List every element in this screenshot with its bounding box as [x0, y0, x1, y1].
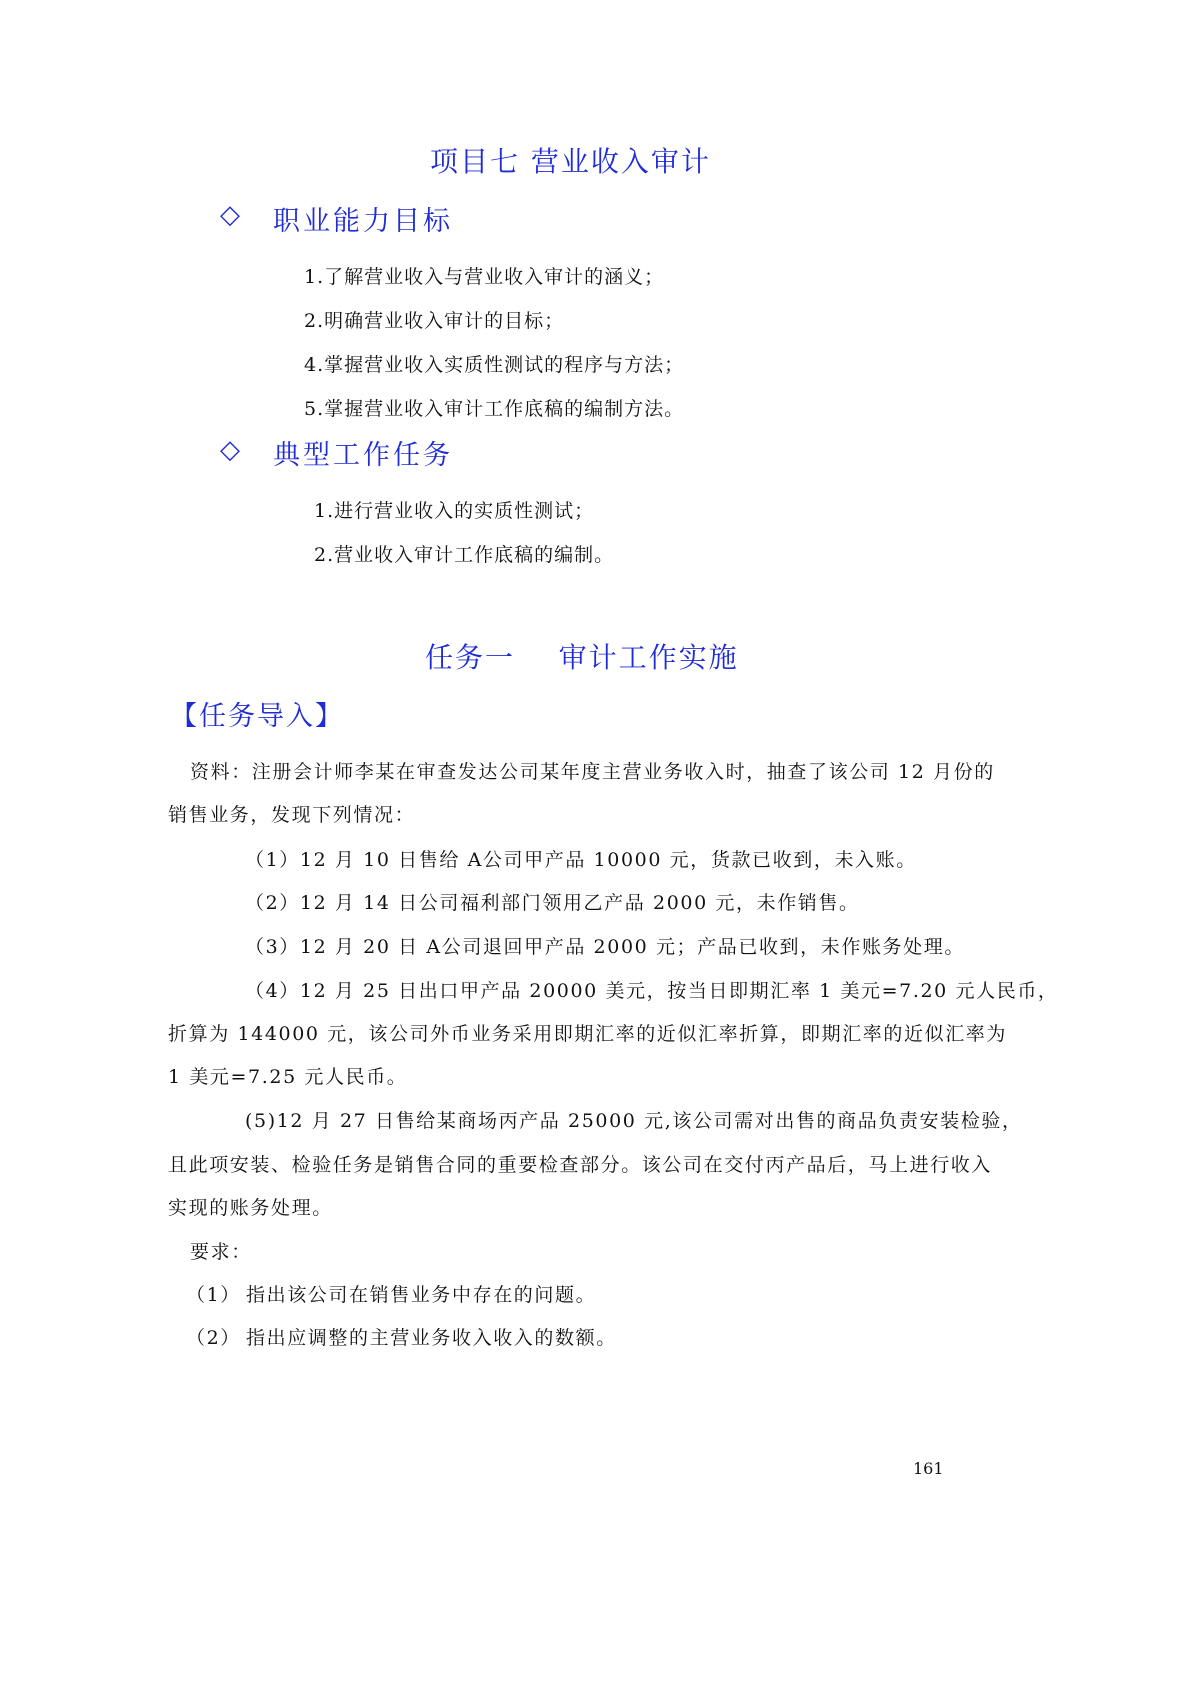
case-item-continuation: 1 美元=7.25 元人民币。 — [168, 1066, 408, 1088]
requirement-label: 要求： — [190, 1241, 252, 1263]
case-item: （3）12 月 20 日 A公司退回甲产品 2000 元；产品已收到，未作账务处理。 — [245, 936, 965, 958]
case-item-continuation: 折算为 144000 元，该公司外币业务采用即期汇率的近似汇率折算，即期汇率的近似汇率为 — [168, 1023, 1008, 1045]
case-item: （2）12 月 14 日公司福利部门领用乙产品 2000 元，未作销售。 — [245, 892, 860, 914]
task-item: 1.进行营业收入的实质性测试； — [314, 500, 595, 522]
requirement-text: 指出应调整的主营业务收入收入的数额。 — [246, 1327, 617, 1349]
task-import-label: 【任务导入】 — [170, 701, 344, 732]
requirement-number: （2） — [186, 1327, 241, 1349]
case-item-continuation: 且此项安装、检验任务是销售合同的重要检查部分。该公司在交付丙产品后，马上进行收入 — [168, 1154, 993, 1176]
requirement-text: 指出该公司在销售业务中存在的问题。 — [246, 1284, 597, 1306]
task-title: 任务一 审计工作实施 — [425, 641, 739, 674]
section-heading-ability-goals: 职业能力目标 — [273, 206, 453, 237]
chapter-title: 项目七 营业收入审计 — [430, 145, 711, 178]
requirement-number: （1） — [186, 1284, 241, 1306]
case-item: (5)12 月 27 日售给某商场丙产品 25000 元,该公司需对出售的商品负责安装检验， — [245, 1110, 1023, 1132]
task-item: 2.营业收入审计工作底稿的编制。 — [314, 544, 615, 566]
material-line: 销售业务，发现下列情况： — [168, 804, 416, 826]
goal-item: 5.掌握营业收入审计工作底稿的编制方法。 — [304, 398, 685, 420]
goal-item: 1.了解营业收入与营业收入审计的涵义； — [304, 266, 665, 288]
diamond-bullet-icon: ◇ — [220, 200, 240, 230]
case-item-continuation: 实现的账务处理。 — [168, 1197, 333, 1219]
diamond-bullet-icon: ◇ — [220, 435, 240, 465]
goal-item: 4.掌握营业收入实质性测试的程序与方法； — [304, 354, 685, 376]
goal-item: 2.明确营业收入审计的目标； — [304, 310, 565, 332]
page-number: 161 — [913, 1459, 944, 1478]
case-item: （4）12 月 25 日出口甲产品 20000 美元，按当日即期汇率 1 美元=7.20 元人民币， — [245, 980, 1059, 1002]
section-heading-typical-tasks: 典型工作任务 — [273, 440, 453, 471]
case-item: （1）12 月 10 日售给 A公司甲产品 10000 元，货款已收到，未入账。 — [245, 849, 917, 871]
material-line: 资料：注册会计师李某在审查发达公司某年度主营业务收入时，抽查了该公司 12 月份的 — [190, 761, 995, 783]
